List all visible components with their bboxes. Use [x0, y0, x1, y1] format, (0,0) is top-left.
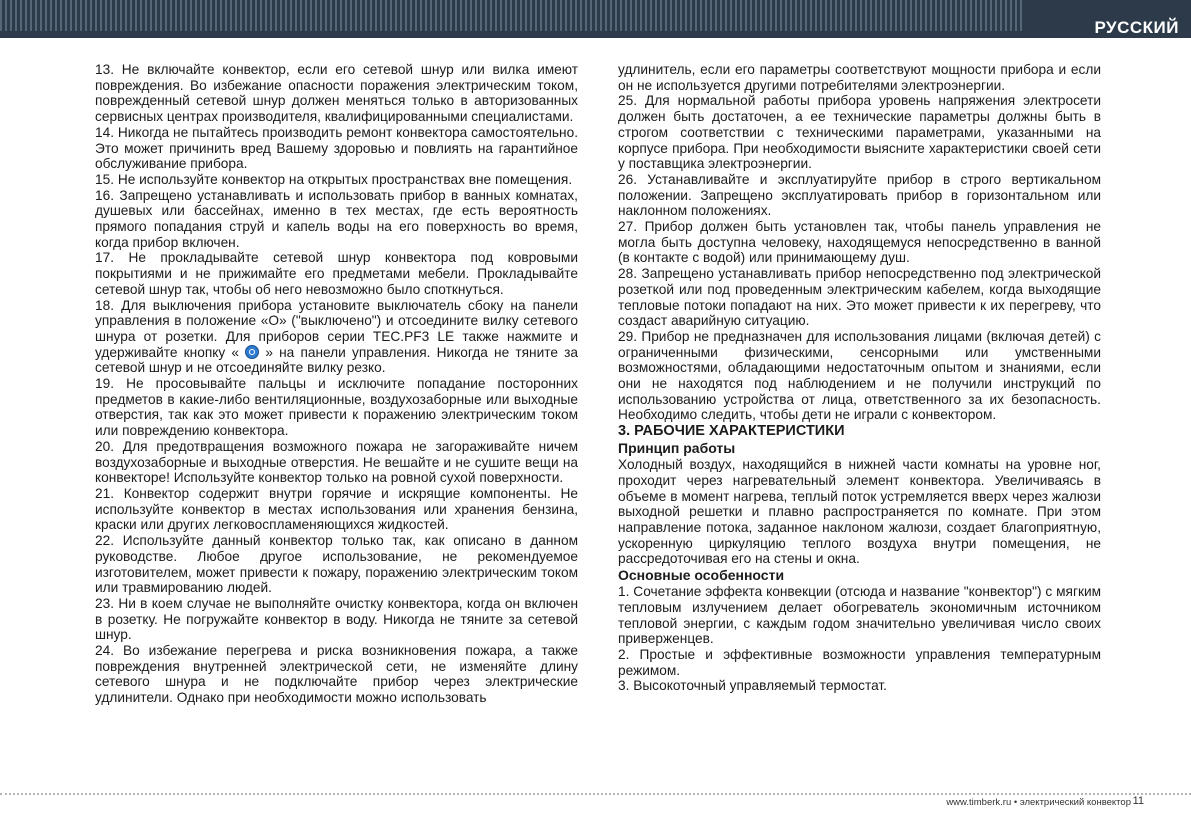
safety-item-27: 27. Прибор должен быть установлен так, чтобы панель управления не могла быть доступна человеку, находящемуся непосредственно в ванной (в контакте с водой) или принимающему душ. [618, 219, 1101, 266]
safety-item-24-continued: удлинитель, если его параметры соответствуют мощности прибора и если он не используется другими потребителями электроэнергии. [618, 62, 1101, 93]
footer-divider [0, 793, 1191, 795]
safety-item-16: 16. Запрещено устанавливать и использовать прибор в ванных комнатах, душевых или бассейнах, именно в тех местах, где есть вероятность прямого попадания струй и капель воды на его поверхность во время, когда прибор включен. [95, 187, 578, 250]
section-title: 3. РАБОЧИЕ ХАРАКТЕРИСТИКИ [618, 423, 845, 440]
safety-item-13: 13. Не включайте конвектор, если его сетевой шнур или вилка имеют повреждения. Во избежание опасности поражения электрическим током, поврежденный сетевой шнур должен меняться только в авторизованных сервисных центрах производителя, квалифицированными специалистами. [95, 62, 578, 125]
principle-text: Холодный воздух, находящийся в нижней части комнаты на уровне ног, проходит через нагревательный элемент конвектора. Увеличиваясь в объеме в момент нагрева, теплый поток устремляется вверх через жалюзи выходной решетки и плавно распространяется по комнате. При этом направление потока, заданное наклоном жалюзи, создает благоприятную, ускоренную циркуляцию теплого воздуха внутри помещения, не рассредоточивая его на стены и окна. [618, 457, 1101, 567]
left-column [95, 62, 578, 706]
feature-item-3: 3. Высокоточный управляемый термостат. [618, 678, 887, 694]
safety-item-18-part1: 18. Для выключения прибора установите выключатель сбоку на панели управления в положение «О» ("выключено") и отсоедините вилку сетевого шнура от розетки. Для приборов серии TEC.PF3 LE также нажмите и удерживайте кнопку « [95, 297, 578, 360]
safety-item-22: 22. Используйте данный конвектор только так, как описано в данном руководстве. Любое другое использование, не рекомендуемое изготовителем, может привести к пожару, поражению электрическим током или травмированию людей. [95, 533, 578, 596]
safety-item-18-part2: » на панели управления. Никогда не тяните за сетевой шнур и не отсоединяйте вилку резко. [95, 344, 579, 376]
footer-text: www.timberk.ru • электрический конвектор [946, 797, 1131, 808]
safety-item-21: 21. Конвектор содержит внутри горячие и искрящие компоненты. Не используйте конвектор в местах использования или хранения бензина, краски или других легковоспламеняющихся жидкостей. [95, 485, 578, 533]
safety-item-18 [95, 298, 578, 377]
language-tab [1022, 0, 1191, 38]
safety-item-26: 26. Устанавливайте и эксплуатируйте прибор в строго вертикальном положении. Запрещено эксплуатировать прибор в горизонтальном или наклонном положениях. [618, 171, 1101, 219]
safety-item-24: 24. Во избежание перегрева и риска возникновения пожара, а также повреждения внутренней электрической сети, не изменяйте длину сетевого шнура и не подключайте прибор через электрические удлинители. Однако при необходимости можно использовать [95, 643, 578, 706]
header-stripe-band [0, 0, 1022, 38]
safety-item-28: 28. Запрещено устанавливать прибор непосредственно под электрической розеткой или под проведенным электрическим кабелем, когда выходящие тепловые потоки попадают на них. Это может привести к их перегреву, что создаст аварийную ситуацию. [618, 266, 1101, 329]
language-label: РУССКИЙ [1094, 18, 1179, 37]
safety-item-23: 23. Ни в коем случае не выполняйте очистку конвектора, когда он включен в розетку. Не погружайте конвектор в воду. Никогда не тяните за сетевой шнур. [95, 595, 578, 643]
features-title: Основные особенности [618, 567, 785, 584]
page-number: 11 [1132, 795, 1144, 807]
safety-item-29: 29. Прибор не предназначен для использования лицами (включая детей) с ограниченными физическими, сенсорными или умственными возможностями, обладающими недостаточным опытом и знаниями, если они не находятся под наблюдением и не получили инструкций по использованию устройства от лица, ответственного за их безопасность. Необходимо следить, чтобы дети не играли с конвектором. [618, 328, 1101, 423]
safety-item-17: 17. Не прокладывайте сетевой шнур конвектора под ковровыми покрытиями и не прижимайте его предметами мебели. Прокладывайте сетевой шнур так, чтобы об него невозможно было споткнуться. [95, 250, 578, 297]
right-column [618, 62, 1101, 694]
safety-item-20: 20. Для предотвращения возможного пожара не загораживайте ничем воздухозаборные и выходные отверстия. Не вешайте и не сушите вещи на конвекторе! Используйте конвектор только на ровной сухой поверхности. [95, 438, 578, 486]
safety-item-14: 14. Никогда не пытайтесь производить ремонт конвектора самостоятельно. Это может причинить вред Вашему здоровью и повлиять на гарантийное обслуживание прибора. [95, 124, 578, 172]
feature-item-2: 2. Простые и эффективные возможности управления температурным режимом. [618, 646, 1101, 678]
principle-title: Принцип работы [618, 440, 736, 457]
feature-item-1: 1. Сочетание эффекта конвекции (отсюда и название "конвектор") с мягким тепловым излучением делает обогреватель экономичным источником тепловой энергии, с каждым годом значительно увеличивая число своих приверженцев. [618, 584, 1101, 647]
safety-item-15: 15. Не используйте конвектор на открытых пространствах вне помещения. [95, 171, 573, 187]
safety-item-25: 25. Для нормальной работы прибора уровень напряжения электросети должен быть достаточен, а ее технические параметры должны быть в строгом соответствии с техническими параметрами, указанными на корпусе прибора. При необходимости выясните характеристики своей сети у поставщика электроэнергии. [618, 93, 1101, 172]
safety-item-19: 19. Не просовывайте пальцы и исключите попадание посторонних предметов в какие-либо вентиляционные, воздухозаборные или выходные отверстия, так как это может привести к поражению электрическим током или повреждению конвектора. [95, 376, 578, 439]
power-button-icon [245, 345, 259, 359]
